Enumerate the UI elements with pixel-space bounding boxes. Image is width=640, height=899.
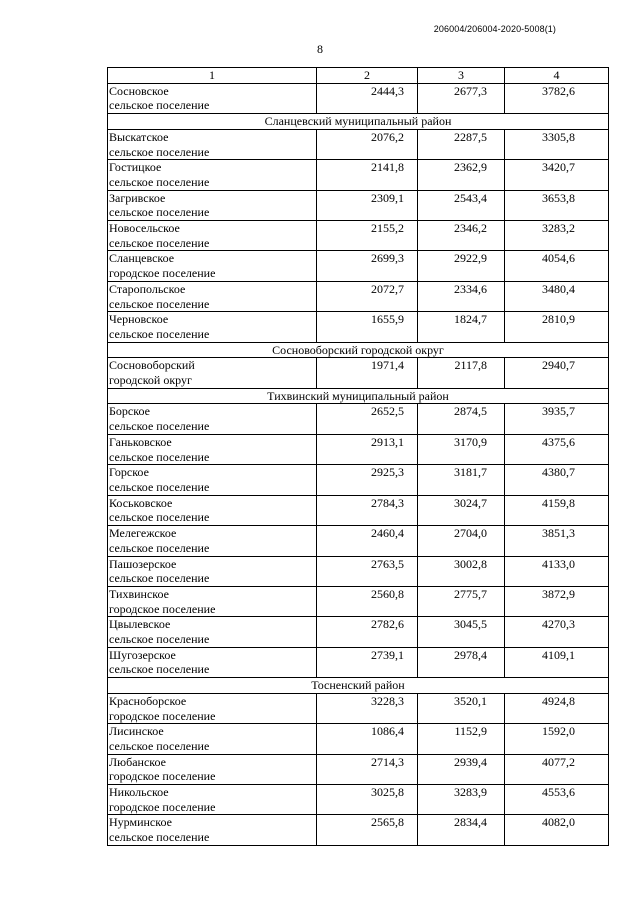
- settlement-name-line: Гостицкое: [109, 160, 162, 175]
- value-v4-cell: 4924,8: [505, 693, 609, 723]
- table-header-row: [108, 68, 609, 84]
- value-v4-cell: 1592,0: [505, 724, 609, 754]
- value-v4-cell: 3782,6: [505, 83, 609, 113]
- settlement-name-cell: [108, 495, 317, 525]
- value-v3-cell: 2874,5: [418, 404, 505, 434]
- value-v4-cell: 3480,4: [505, 281, 609, 311]
- value-v4-cell: 3872,9: [505, 586, 609, 616]
- value-v3-cell: 2362,9: [418, 160, 505, 190]
- settlement-name-line: сельское поселение: [109, 326, 210, 341]
- value-v4-cell: 3935,7: [505, 404, 609, 434]
- settlement-name-cell: [108, 724, 317, 754]
- table-row: [108, 556, 609, 586]
- value-v4-cell: 3653,8: [505, 190, 609, 220]
- value-v4-cell: 4380,7: [505, 465, 609, 495]
- settlement-name-cell: [108, 556, 317, 586]
- value-v2-cell: 2925,3: [317, 465, 418, 495]
- column-header: 2: [317, 68, 418, 84]
- settlements-table: [107, 67, 609, 846]
- table-row: [108, 190, 609, 220]
- settlement-name-line: сельское поселение: [109, 540, 210, 555]
- settlement-name-line: Старопольское: [109, 281, 186, 296]
- settlement-name-line: Нурминское: [109, 815, 172, 830]
- settlement-name-line: сельское поселение: [109, 479, 210, 494]
- settlement-name-line: сельское поселение: [109, 235, 210, 250]
- value-v2-cell: 1971,4: [317, 358, 418, 388]
- settlement-name-line: Сосновское: [109, 83, 169, 98]
- value-v3-cell: 2117,8: [418, 358, 505, 388]
- value-v2-cell: 2076,2: [317, 129, 418, 159]
- value-v3-cell: 2677,3: [418, 83, 505, 113]
- value-v2-cell: 3025,8: [317, 785, 418, 815]
- value-v2-cell: 2444,3: [317, 83, 418, 113]
- document-id: 206004/206004-2020-5008(1): [433, 24, 556, 34]
- settlement-name-cell: [108, 754, 317, 784]
- settlement-name-line: сельское поселение: [109, 510, 210, 525]
- value-v2-cell: 1086,4: [317, 724, 418, 754]
- settlement-name-line: Лисинское: [109, 724, 164, 739]
- table-row: [108, 815, 609, 845]
- section-header-row: [108, 678, 609, 694]
- value-v4-cell: 2940,7: [505, 358, 609, 388]
- table-row: [108, 358, 609, 388]
- settlement-name-line: сельское поселение: [109, 144, 210, 159]
- value-v3-cell: 2775,7: [418, 586, 505, 616]
- table-row: [108, 83, 609, 113]
- value-v2-cell: 2309,1: [317, 190, 418, 220]
- settlement-name-cell: [108, 647, 317, 677]
- settlement-name-line: Красноборское: [109, 693, 187, 708]
- value-v3-cell: 3045,5: [418, 617, 505, 647]
- settlement-name-line: Тихвинское: [109, 586, 169, 601]
- table-row: [108, 434, 609, 464]
- settlement-name-line: сельское поселение: [109, 571, 210, 586]
- value-v3-cell: 1824,7: [418, 312, 505, 342]
- table-row: [108, 617, 609, 647]
- settlement-name-line: Загривское: [109, 190, 166, 205]
- value-v4-cell: 3420,7: [505, 160, 609, 190]
- value-v3-cell: 3283,9: [418, 785, 505, 815]
- value-v3-cell: 2704,0: [418, 526, 505, 556]
- settlement-name-cell: [108, 251, 317, 281]
- settlement-name-cell: [108, 83, 317, 113]
- section-title: Сосновоборский городской округ: [108, 342, 609, 358]
- table-row: [108, 465, 609, 495]
- settlement-name-line: Никольское: [109, 785, 169, 800]
- value-v2-cell: 2763,5: [317, 556, 418, 586]
- table-row: [108, 221, 609, 251]
- value-v2-cell: 3228,3: [317, 693, 418, 723]
- value-v3-cell: 2939,4: [418, 754, 505, 784]
- settlement-name-line: Шугозерское: [109, 647, 176, 662]
- value-v3-cell: 2922,9: [418, 251, 505, 281]
- value-v4-cell: 3851,3: [505, 526, 609, 556]
- settlement-name-line: сельское поселение: [109, 662, 210, 677]
- value-v4-cell: 3305,8: [505, 129, 609, 159]
- settlement-name-line: Коськовское: [109, 495, 173, 510]
- settlement-name-line: сельское поселение: [109, 830, 210, 845]
- table-row: [108, 404, 609, 434]
- settlement-name-line: Выскатское: [109, 129, 169, 144]
- column-header: 4: [505, 68, 609, 84]
- settlement-name-cell: [108, 404, 317, 434]
- settlement-name-line: Пашозерское: [109, 556, 177, 571]
- settlement-name-line: сельское поселение: [109, 98, 210, 113]
- table-row: [108, 160, 609, 190]
- table-row: [108, 495, 609, 525]
- settlement-name-line: сельское поселение: [109, 738, 210, 753]
- value-v3-cell: 2346,2: [418, 221, 505, 251]
- settlement-name-line: Ганьковское: [109, 434, 172, 449]
- settlement-name-line: городское поселение: [109, 799, 216, 814]
- value-v2-cell: 2652,5: [317, 404, 418, 434]
- value-v2-cell: 2739,1: [317, 647, 418, 677]
- settlement-name-cell: [108, 129, 317, 159]
- value-v3-cell: 2334,6: [418, 281, 505, 311]
- value-v2-cell: 2560,8: [317, 586, 418, 616]
- value-v2-cell: 1655,9: [317, 312, 418, 342]
- value-v3-cell: 2543,4: [418, 190, 505, 220]
- section-title: Тихвинский муниципальный район: [108, 388, 609, 404]
- settlement-name-cell: [108, 693, 317, 723]
- value-v4-cell: 4159,8: [505, 495, 609, 525]
- table-row: [108, 129, 609, 159]
- table-row: [108, 312, 609, 342]
- value-v4-cell: 4270,3: [505, 617, 609, 647]
- settlement-name-line: городское поселение: [109, 266, 216, 281]
- settlement-name-line: городской округ: [109, 373, 192, 388]
- table-row: [108, 281, 609, 311]
- value-v4-cell: 4082,0: [505, 815, 609, 845]
- column-header: 3: [418, 68, 505, 84]
- settlement-name-cell: [108, 434, 317, 464]
- value-v3-cell: 1152,9: [418, 724, 505, 754]
- table-row: [108, 754, 609, 784]
- settlement-name-cell: [108, 190, 317, 220]
- settlement-name-line: Сосновоборский: [109, 358, 195, 373]
- section-header-row: [108, 388, 609, 404]
- settlement-name-line: сельское поселение: [109, 419, 210, 434]
- value-v4-cell: 4109,1: [505, 647, 609, 677]
- table-row: [108, 724, 609, 754]
- settlement-name-line: Мелегежское: [109, 526, 177, 541]
- value-v3-cell: 3181,7: [418, 465, 505, 495]
- settlement-name-cell: [108, 526, 317, 556]
- value-v3-cell: 3002,8: [418, 556, 505, 586]
- settlement-name-line: сельское поселение: [109, 449, 210, 464]
- table-row: [108, 647, 609, 677]
- table-row: [108, 251, 609, 281]
- settlement-name-line: Сланцевское: [109, 251, 175, 266]
- value-v4-cell: 4553,6: [505, 785, 609, 815]
- settlement-name-cell: [108, 617, 317, 647]
- settlement-name-cell: [108, 358, 317, 388]
- settlement-name-cell: [108, 160, 317, 190]
- settlement-name-cell: [108, 815, 317, 845]
- value-v2-cell: 2460,4: [317, 526, 418, 556]
- settlement-name-line: городское поселение: [109, 769, 216, 784]
- table-row: [108, 785, 609, 815]
- settlement-name-cell: [108, 312, 317, 342]
- settlement-name-cell: [108, 281, 317, 311]
- section-header-row: [108, 342, 609, 358]
- section-title: Сланцевский муниципальный район: [108, 114, 609, 130]
- value-v4-cell: 4077,2: [505, 754, 609, 784]
- value-v3-cell: 2978,4: [418, 647, 505, 677]
- settlement-name-line: сельское поселение: [109, 174, 210, 189]
- value-v2-cell: 2565,8: [317, 815, 418, 845]
- settlement-name-line: Борское: [109, 404, 150, 419]
- value-v2-cell: 2699,3: [317, 251, 418, 281]
- settlement-name-line: Цвылевское: [109, 617, 171, 632]
- value-v2-cell: 2714,3: [317, 754, 418, 784]
- value-v2-cell: 2155,2: [317, 221, 418, 251]
- value-v3-cell: 3520,1: [418, 693, 505, 723]
- table-row: [108, 526, 609, 556]
- settlement-name-cell: [108, 465, 317, 495]
- settlement-name-line: городское поселение: [109, 708, 216, 723]
- value-v2-cell: 2782,6: [317, 617, 418, 647]
- table-row: [108, 693, 609, 723]
- value-v4-cell: 4054,6: [505, 251, 609, 281]
- value-v4-cell: 4375,6: [505, 434, 609, 464]
- settlement-name-line: Новосельское: [109, 221, 180, 236]
- value-v3-cell: 2287,5: [418, 129, 505, 159]
- value-v2-cell: 2072,7: [317, 281, 418, 311]
- value-v3-cell: 3170,9: [418, 434, 505, 464]
- settlement-name-line: сельское поселение: [109, 632, 210, 647]
- settlement-name-cell: [108, 586, 317, 616]
- value-v2-cell: 2141,8: [317, 160, 418, 190]
- settlement-name-cell: [108, 785, 317, 815]
- value-v3-cell: 3024,7: [418, 495, 505, 525]
- settlement-name-cell: [108, 221, 317, 251]
- value-v4-cell: 4133,0: [505, 556, 609, 586]
- value-v3-cell: 2834,4: [418, 815, 505, 845]
- table-row: [108, 586, 609, 616]
- section-title: Тосненский район: [108, 678, 609, 694]
- value-v2-cell: 2784,3: [317, 495, 418, 525]
- section-header-row: [108, 114, 609, 130]
- settlement-name-line: Черновское: [109, 312, 169, 327]
- settlement-name-line: городское поселение: [109, 601, 216, 616]
- page-number: 8: [317, 42, 323, 56]
- settlement-name-line: Любанское: [109, 754, 166, 769]
- value-v4-cell: 3283,2: [505, 221, 609, 251]
- settlement-name-line: сельское поселение: [109, 296, 210, 311]
- settlement-name-line: Горское: [109, 465, 149, 480]
- value-v2-cell: 2913,1: [317, 434, 418, 464]
- settlement-name-line: сельское поселение: [109, 205, 210, 220]
- column-header: 1: [108, 68, 317, 84]
- value-v4-cell: 2810,9: [505, 312, 609, 342]
